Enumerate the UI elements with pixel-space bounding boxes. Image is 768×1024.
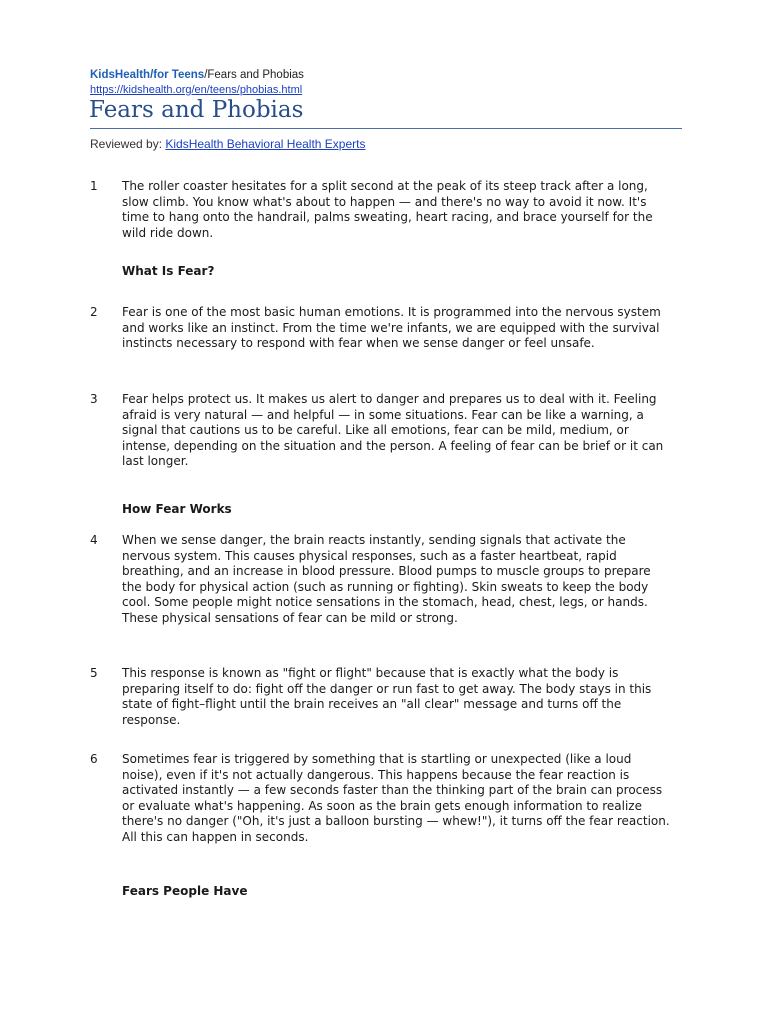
section-heading-what-is-fear: What Is Fear? xyxy=(122,264,215,278)
paragraph-text: Fear helps protect us. It makes us alert to danger and prepares us to deal with it. Feeling afraid is very natural — and helpful — in some situations. Fear can be like a warning, a signal that cautions us to be careful. Like all emotions, fear can be mild, medium, or intense, depending on the situation and the person. A feeling of fear can be brief or it can last longer. xyxy=(122,392,664,469)
paragraph-number: 2 xyxy=(90,305,98,319)
breadcrumb xyxy=(90,69,304,81)
paragraph-text: When we sense danger, the brain reacts instantly, sending signals that activate the nervous system. This causes physical responses, such as a faster heartbeat, rapid breathing, and an increase in blood pressure. Blood pumps to muscle groups to prepare the body for physical action (such as running or fighting). Skin sweats to keep the body cool. Some people might notice sensations in the stomach, head, chest, legs, or hands. These physical sensations of fear can be mild or strong. xyxy=(122,533,651,625)
title-divider xyxy=(90,128,682,129)
paragraph-number: 1 xyxy=(90,179,98,193)
paragraph-number: 4 xyxy=(90,533,98,547)
reviewer-link[interactable]: KidsHealth Behavioral Health Experts xyxy=(165,137,366,151)
breadcrumb-site-link[interactable]: KidsHealth xyxy=(90,69,151,81)
paragraph-text: Sometimes fear is triggered by something that is startling or unexpected (like a loud noise), even if it's not actually dangerous. This happens because the fear reaction is activated instantly — a few seconds faster than the thinking part of the brain can process or evaluate what's happening. As soon as the brain gets enough information to realize there's no danger ("Oh, it's just a balloon bursting — whew!"), it turns off the fear reaction. All this can happen in seconds. xyxy=(122,752,670,844)
breadcrumb-current-page: /Fears and Phobias xyxy=(204,69,304,81)
paragraph-number: 6 xyxy=(90,752,98,766)
paragraph-text: Fear is one of the most basic human emotions. It is programmed into the nervous system and works like an instinct. From the time we're infants, we are equipped with the survival instincts necessary to respond with fear when we sense danger or feel unsafe. xyxy=(122,305,661,351)
section-heading-fears-people-have: Fears People Have xyxy=(122,884,248,898)
page-title: Fears and Phobias xyxy=(89,97,304,123)
reviewed-by-label: Reviewed by: xyxy=(90,137,166,151)
paragraph-number: 3 xyxy=(90,392,98,406)
section-heading-how-fear-works: How Fear Works xyxy=(122,502,232,516)
source-url-link[interactable]: https://kidshealth.org/en/teens/phobias.html xyxy=(90,84,303,96)
reviewed-by-line xyxy=(90,137,365,151)
paragraph-text: This response is known as "fight or flight" because that is exactly what the body is preparing itself to do: fight off the danger or run fast to get away. The body stays in this state of fight–flight until the brain receives an "all clear" message and turns off the response. xyxy=(122,666,652,727)
breadcrumb-section-link[interactable]: /for Teens xyxy=(150,69,205,81)
paragraph-number: 5 xyxy=(90,666,98,680)
paragraph-text: The roller coaster hesitates for a split second at the peak of its steep track after a long, slow climb. You know what's about to happen — and there's no way to avoid it now. It's time to hang onto the handrail, palms sweating, heart racing, and brace yourself for the wild ride down. xyxy=(122,179,653,240)
